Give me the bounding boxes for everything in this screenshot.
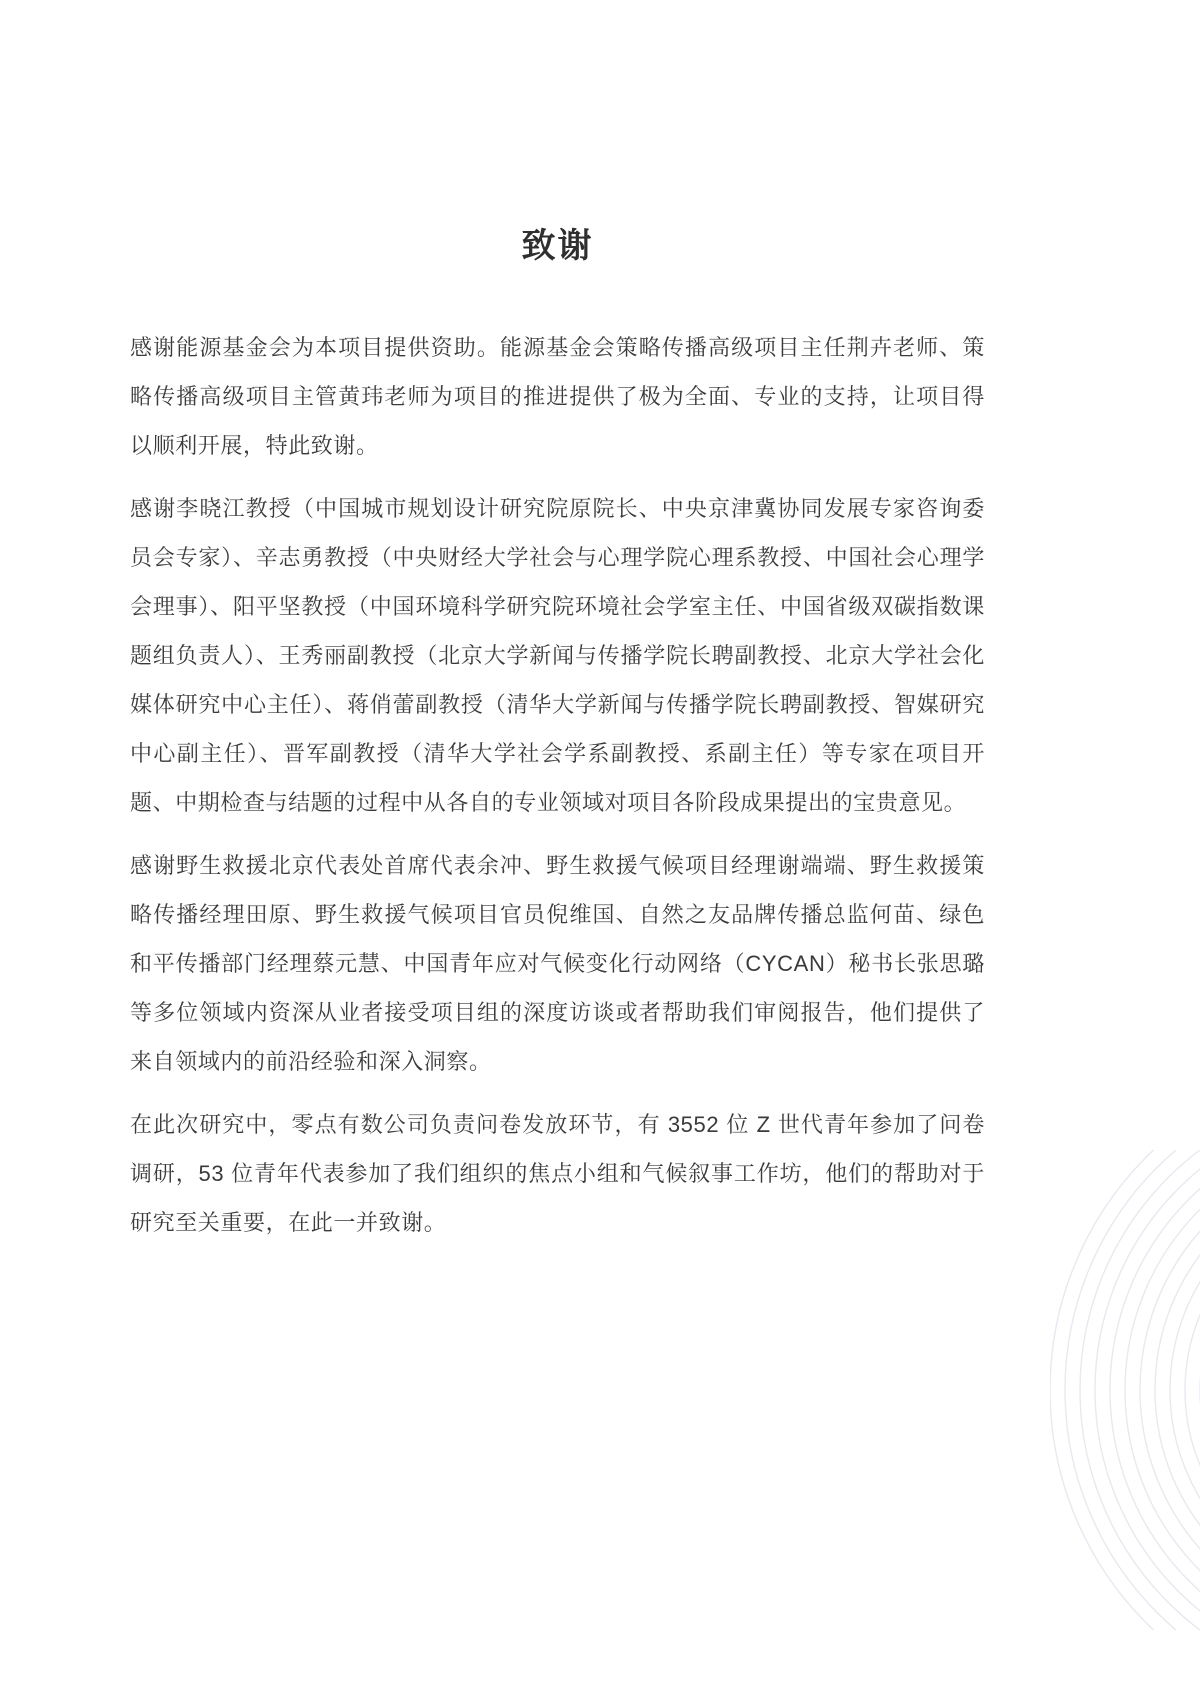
page-title: 致谢: [521, 227, 594, 265]
paragraph-experts-acknowledgment: 感谢李晓江教授（中国城市规划设计研究院原院长、中央京津冀协同发展专家咨询委员会专家）、辛志勇教授（中央财经大学社会与心理学院心理系教授、中国社会心理学会理事）、阳平坚教授（中国环境科学研究院环境社会学室主任、中国省级双碳指数课题组负责人）、王秀丽副教授（北京大学新闻与传播学院长聘副教授、北京大学社会化媒体研究中心主任）、蒋俏蕾副教授（清华大学新闻与传播学院长聘副教授、智媒研究中心副主任）、晋军副教授（清华大学社会学系副教授、系副主任）等专家在项目开题、中期检查与结题的过程中从各自的专业领域对项目各阶段成果提出的宝贵意见。: [130, 496, 985, 815]
paragraph-funding-acknowledgment: 感谢能源基金会为本项目提供资助。能源基金会策略传播高级项目主任荆卉老师、策略传播高级项目主管黄玮老师为项目的推进提供了极为全面、专业的支持，让项目得以顺利开展，特此致谢。: [130, 335, 985, 458]
paragraph-survey-acknowledgment: 在此次研究中，零点有数公司负责问卷发放环节，有 3552 位 Z 世代青年参加了问卷调研，53 位青年代表参加了我们组织的焦点小组和气候叙事工作坊，他们的帮助对于研究至关重要，在此一并致谢。: [130, 1112, 985, 1235]
paragraph-practitioners-acknowledgment: 感谢野生救援北京代表处首席代表余冲、野生救援气候项目经理谢端端、野生救援策略传播经理田原、野生救援气候项目官员倪维国、自然之友品牌传播总监何苗、绿色和平传播部门经理蔡元慧、中国青年应对气候变化行动网络（CYCAN）秘书长张思璐等多位领域内资深从业者接受项目组的深度访谈或者帮助我们审阅报告，他们提供了来自领域内的前沿经验和深入洞察。: [130, 853, 985, 1074]
